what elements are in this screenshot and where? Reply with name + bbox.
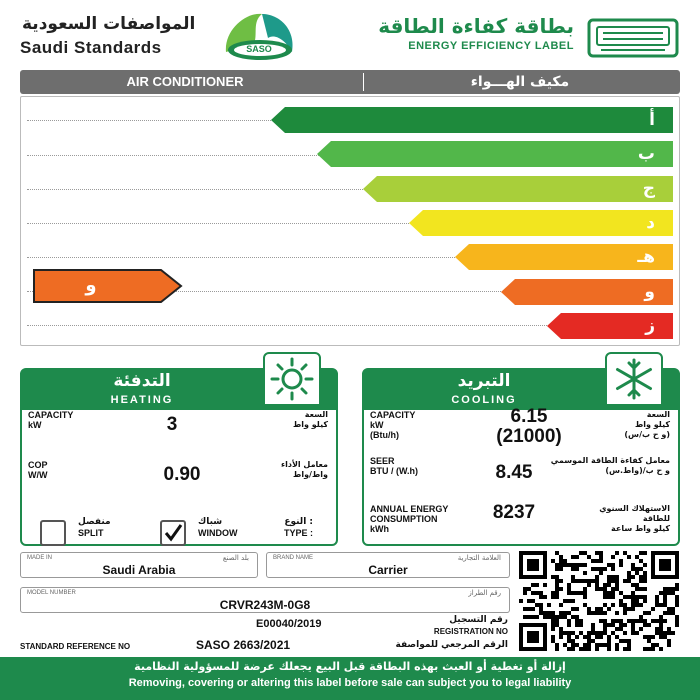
heating-cop-label-ar: معامل الأداء واط/واط <box>281 460 328 479</box>
cooling-capacity-btu-value: (21000) <box>496 426 562 447</box>
legal-warning-ar: إزالة أو تغطية أو العبث بهذه البطاقة قبل البيع يجعلك عرضة للمسؤولية النظامية <box>134 660 566 673</box>
energy-class-arrow <box>317 141 673 167</box>
cooling-seer-label: SEER BTU / (W.h) <box>370 456 418 476</box>
window-option-label: شباك WINDOW <box>198 517 238 538</box>
energy-class-arrow <box>547 313 673 339</box>
standard-value: SASO 2663/2021 <box>196 638 291 652</box>
energy-class-arrow <box>271 107 673 133</box>
split-checkbox[interactable] <box>40 520 66 546</box>
appliance-type-bar <box>20 70 680 94</box>
heating-cop-value: 0.90 <box>163 464 201 485</box>
energy-class-arrow <box>455 244 673 270</box>
legal-warning-en: Removing, covering or altering this label before sale can subject you to legal liability <box>128 677 572 689</box>
brand-value: Carrier <box>368 563 408 577</box>
heating-cop-label: COP W/W <box>28 460 48 480</box>
sun-icon <box>263 352 321 406</box>
appliance-name-ar: مكيف الهـــواء <box>470 74 570 90</box>
cooling-capacity-label-ar: السعة كيلو واط (و ح ب/س) <box>624 410 670 439</box>
cooling-capacity-kw-value: 6.15 <box>510 406 548 427</box>
standard-label-en: STANDARD REFERENCE NO <box>20 642 131 651</box>
model-number-field: MODEL NUMBER رقم الطراز CRVR243M-0G8 <box>20 587 510 613</box>
cooling-seer-label-ar: معامل كفاءة الطاقة الموسمي و ح ب/(واط.س) <box>550 456 670 475</box>
efficiency-rating-panel <box>20 96 680 346</box>
energy-class-label: د <box>646 212 655 233</box>
brand-field: BRAND NAME العلامة التجارية Carrier <box>266 552 510 578</box>
heating-capacity-label-ar: السعة كيلو واط <box>292 410 328 429</box>
energy-class-label: ز <box>645 315 655 336</box>
registration-label: رقم التسجيل REGISTRATION NO <box>433 615 508 636</box>
energy-class-label: ج <box>642 178 655 199</box>
label-title-en: ENERGY EFFICIENCY LABEL <box>408 40 574 52</box>
heating-title-en: HEATING <box>110 394 174 406</box>
cooling-aec-label-ar: الاستهلاك السنوي للطاقة كيلو واط ساعة <box>599 504 670 533</box>
saso-logo: SASO <box>218 8 300 62</box>
cooling-seer-value: 8.45 <box>495 462 533 483</box>
cooling-aec-label: ANNUAL ENERGY CONSUMPTION kWh <box>370 504 449 534</box>
cooling-title-ar: التبريد <box>457 371 511 391</box>
split-option-label: منفصل SPLIT <box>78 517 111 538</box>
legal-warning-footer <box>0 657 700 700</box>
air-conditioner-icon <box>587 18 679 58</box>
saso-org-name-ar: المواصفات السعودية <box>22 14 196 34</box>
selected-class-indicator <box>33 269 183 303</box>
checkmark-icon <box>162 522 184 544</box>
energy-class-label: و <box>644 281 655 302</box>
standard-label-ar: الرقم المرجعي للمواصفة <box>395 640 508 650</box>
energy-class-arrow <box>363 176 673 202</box>
registration-value: E00040/2019 <box>256 618 322 630</box>
cooling-title-en: COOLING <box>451 394 517 406</box>
label-title-ar: بطاقة كفاءة الطاقة <box>378 14 574 38</box>
energy-class-label: ب <box>637 144 655 165</box>
made-in-value: Saudi Arabia <box>102 563 176 577</box>
saso-org-name-en: Saudi Standards <box>20 38 162 57</box>
snowflake-icon <box>605 352 663 406</box>
heating-capacity-value: 3 <box>166 414 178 435</box>
cooling-aec-value: 8237 <box>492 502 536 523</box>
energy-class-label: أ <box>649 110 655 130</box>
energy-class-arrow <box>501 279 673 305</box>
model-number-value: CRVR243M-0G8 <box>219 598 311 612</box>
heating-title-ar: التدفئة <box>113 371 171 391</box>
appliance-name-en: AIR CONDITIONER <box>126 74 244 89</box>
qr-code-icon[interactable] <box>518 550 680 652</box>
energy-class-arrow <box>409 210 673 236</box>
heating-capacity-label: CAPACITY kW <box>28 410 74 430</box>
selected-class-label: و <box>85 275 97 296</box>
cooling-capacity-label: CAPACITY kW (Btu/h) <box>370 410 416 440</box>
energy-class-label: هـ <box>637 247 655 268</box>
made-in-field: MADE IN بلد الصنع Saudi Arabia <box>20 552 258 578</box>
window-checkbox[interactable] <box>160 520 186 546</box>
type-label: النوع : TYPE : <box>284 517 314 538</box>
